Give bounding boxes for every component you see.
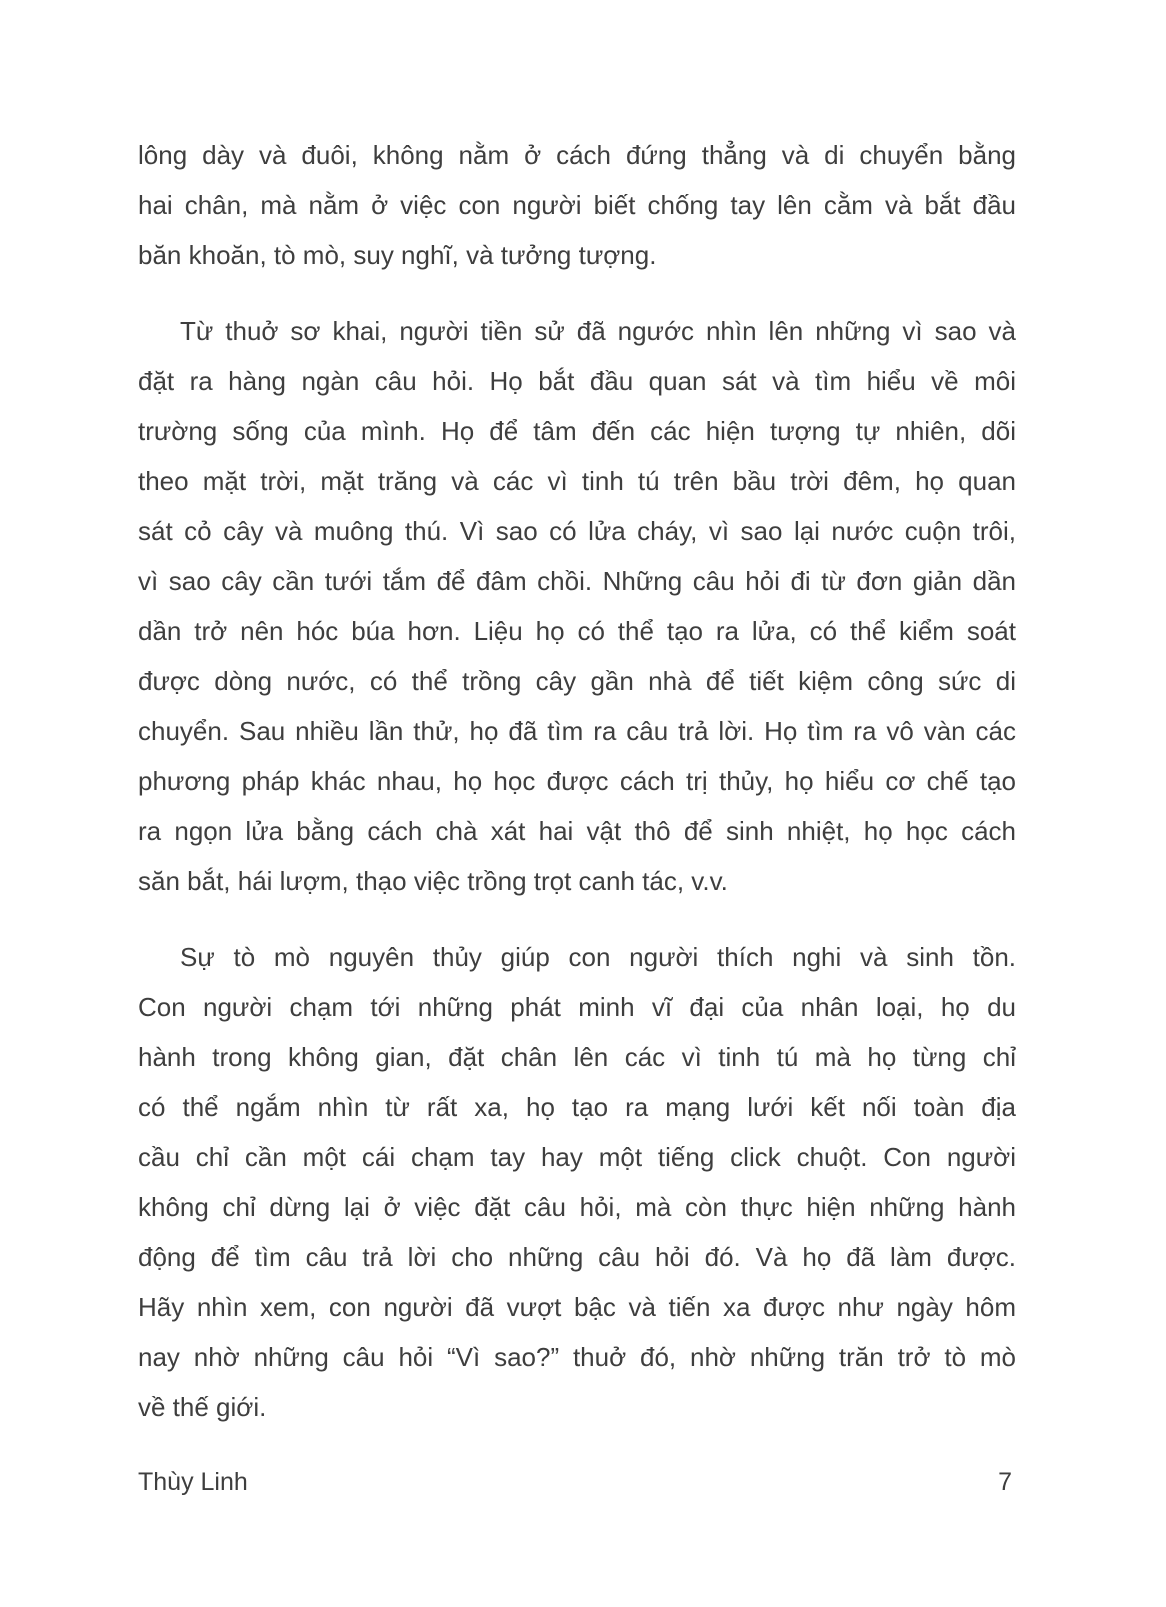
text-line: trường sống của mình. Họ để tâm đến các hiện tượng tự nhiên, dõi [138,416,1016,446]
text-line: Con người chạm tới những phát minh vĩ đại của nhân loại, họ du [138,992,1016,1022]
text-line: theo mặt trời, mặt trăng và các vì tinh tú trên bầu trời đêm, họ quan [138,466,1016,496]
text-line: săn bắt, hái lượm, thạo việc trồng trọt canh tác, v.v. [138,866,728,896]
page-body [138,130,1016,1458]
text-line: cầu chỉ cần một cái chạm tay hay một tiếng click chuột. Con người [138,1142,1016,1172]
text-line: về thế giới. [138,1392,267,1422]
text-line: Hãy nhìn xem, con người đã vượt bậc và tiến xa được như ngày hôm [138,1292,1016,1322]
text-line: nay nhờ những câu hỏi “Vì sao?” thuở đó, nhờ những trăn trở tò mò [138,1342,1016,1372]
text-line: Từ thuở sơ khai, người tiền sử đã ngước nhìn lên những vì sao và [180,316,1016,346]
text-line: sát cỏ cây và muông thú. Vì sao có lửa cháy, vì sao lại nước cuộn trôi, [138,516,1016,546]
paragraph [138,130,1016,280]
text-line: được dòng nước, có thể trồng cây gần nhà để tiết kiệm công sức di [138,666,1016,696]
text-line: đặt ra hàng ngàn câu hỏi. Họ bắt đầu quan sát và tìm hiểu về môi [138,366,1016,396]
text-line: có thể ngắm nhìn từ rất xa, họ tạo ra mạng lưới kết nối toàn địa [138,1092,1016,1122]
text-line: dần trở nên hóc búa hơn. Liệu họ có thể tạo ra lửa, có thể kiểm soát [138,616,1016,646]
text-line: lông dày và đuôi, không nằm ở cách đứng thẳng và di chuyển bằng [138,140,1016,170]
text-line: động để tìm câu trả lời cho những câu hỏi đó. Và họ đã làm được. [138,1242,1016,1272]
text-line: không chỉ dừng lại ở việc đặt câu hỏi, mà còn thực hiện những hành [138,1192,1016,1222]
text-line: hành trong không gian, đặt chân lên các vì tinh tú mà họ từng chỉ [138,1042,1016,1072]
paragraph [138,306,1016,906]
text-line: chuyển. Sau nhiều lần thử, họ đã tìm ra câu trả lời. Họ tìm ra vô vàn các [138,716,1016,746]
footer-author: Thùy Linh [138,1468,248,1496]
text-line: băn khoăn, tò mò, suy nghĩ, và tưởng tượng. [138,240,657,270]
text-line: vì sao cây cần tưới tắm để đâm chồi. Những câu hỏi đi từ đơn giản dần [138,566,1016,596]
text-line: phương pháp khác nhau, họ học được cách trị thủy, họ hiểu cơ chế tạo [138,766,1016,796]
text-line: ra ngọn lửa bằng cách chà xát hai vật thô để sinh nhiệt, họ học cách [138,816,1016,846]
page-footer [138,1468,1012,1497]
text-line: hai chân, mà nằm ở việc con người biết chống tay lên cằm và bắt đầu [138,190,1016,220]
footer-page-number: 7 [998,1468,1012,1496]
paragraph [138,932,1016,1432]
text-line: Sự tò mò nguyên thủy giúp con người thích nghi và sinh tồn. [180,942,1016,972]
